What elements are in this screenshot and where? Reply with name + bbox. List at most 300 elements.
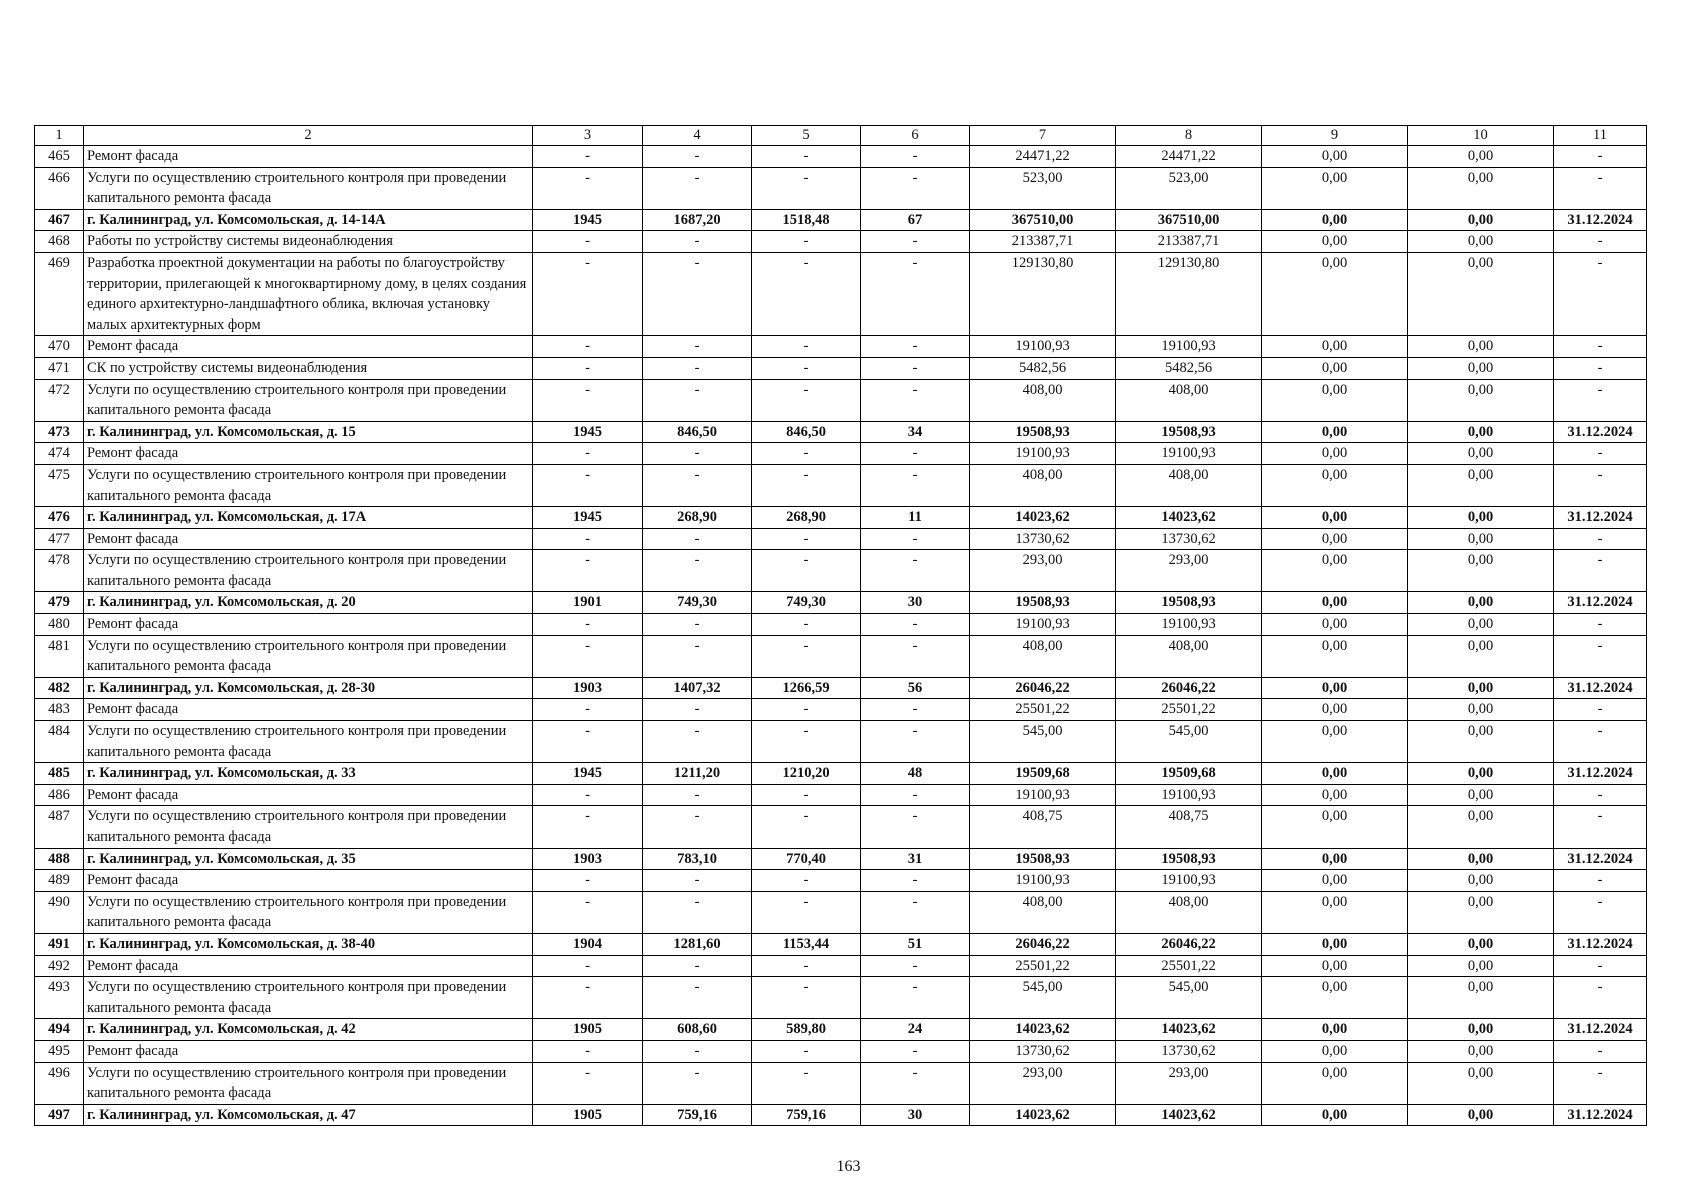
- table-cell-col-4: -: [643, 379, 752, 421]
- table-cell-col-5: -: [752, 1062, 861, 1104]
- column-number-11: 11: [1554, 126, 1647, 146]
- table-cell-col-7: 408,00: [970, 464, 1116, 506]
- table-cell-col-5: -: [752, 146, 861, 168]
- table-cell-col-1: 494: [35, 1019, 84, 1041]
- table-cell-col-5: -: [752, 443, 861, 465]
- table-cell-col-11: -: [1554, 464, 1647, 506]
- table-cell-col-4: -: [643, 550, 752, 592]
- table-cell-col-2: Ремонт фасада: [84, 528, 533, 550]
- table-cell-col-11: -: [1554, 721, 1647, 763]
- work-item-row: [35, 167, 1647, 209]
- table-cell-col-3: 1903: [533, 848, 643, 870]
- table-cell-col-11: 31.12.2024: [1554, 933, 1647, 955]
- table-cell-col-8: 13730,62: [1116, 1040, 1262, 1062]
- table-cell-col-7: 19508,93: [970, 592, 1116, 614]
- table-cell-col-4: 1407,32: [643, 677, 752, 699]
- table-cell-col-2: Ремонт фасада: [84, 1040, 533, 1062]
- table-cell-col-10: 0,00: [1408, 252, 1554, 335]
- table-cell-col-5: -: [752, 231, 861, 253]
- table-cell-col-4: -: [643, 252, 752, 335]
- table-cell-col-8: 408,75: [1116, 806, 1262, 848]
- table-cell-col-8: 293,00: [1116, 550, 1262, 592]
- table-cell-col-4: -: [643, 699, 752, 721]
- table-cell-col-5: -: [752, 721, 861, 763]
- table-cell-col-11: -: [1554, 635, 1647, 677]
- table-cell-col-3: -: [533, 721, 643, 763]
- work-item-row: [35, 1062, 1647, 1104]
- table-cell-col-7: 367510,00: [970, 209, 1116, 231]
- table-cell-col-1: 476: [35, 507, 84, 529]
- table-cell-col-5: -: [752, 528, 861, 550]
- table-cell-col-1: 495: [35, 1040, 84, 1062]
- table-cell-col-6: 31: [861, 848, 970, 870]
- table-cell-col-6: -: [861, 550, 970, 592]
- table-cell-col-2: г. Калининград, ул. Комсомольская, д. 42: [84, 1019, 533, 1041]
- address-row: [35, 763, 1647, 785]
- table-cell-col-3: 1903: [533, 677, 643, 699]
- table-cell-col-2: Ремонт фасада: [84, 614, 533, 636]
- table-cell-col-1: 484: [35, 721, 84, 763]
- table-cell-col-10: 0,00: [1408, 443, 1554, 465]
- table-cell-col-3: -: [533, 252, 643, 335]
- table-cell-col-8: 19508,93: [1116, 421, 1262, 443]
- table-cell-col-8: 408,00: [1116, 379, 1262, 421]
- table-cell-col-1: 467: [35, 209, 84, 231]
- table-cell-col-11: -: [1554, 336, 1647, 358]
- table-cell-col-4: -: [643, 1040, 752, 1062]
- table-cell-col-11: -: [1554, 443, 1647, 465]
- table-cell-col-8: 25501,22: [1116, 955, 1262, 977]
- table-cell-col-5: -: [752, 784, 861, 806]
- table-cell-col-4: -: [643, 955, 752, 977]
- table-cell-col-3: -: [533, 550, 643, 592]
- table-cell-col-9: 0,00: [1262, 528, 1408, 550]
- table-cell-col-8: 19508,93: [1116, 592, 1262, 614]
- table-cell-col-6: -: [861, 891, 970, 933]
- table-cell-col-8: 19100,93: [1116, 784, 1262, 806]
- table-cell-col-3: 1904: [533, 933, 643, 955]
- work-item-row: [35, 336, 1647, 358]
- table-cell-col-10: 0,00: [1408, 379, 1554, 421]
- table-cell-col-9: 0,00: [1262, 1019, 1408, 1041]
- table-cell-col-4: -: [643, 784, 752, 806]
- table-cell-col-10: 0,00: [1408, 421, 1554, 443]
- table-cell-col-8: 523,00: [1116, 167, 1262, 209]
- table-cell-col-2: Ремонт фасада: [84, 784, 533, 806]
- table-cell-col-6: -: [861, 231, 970, 253]
- table-cell-col-11: 31.12.2024: [1554, 507, 1647, 529]
- work-item-row: [35, 464, 1647, 506]
- table-cell-col-4: 749,30: [643, 592, 752, 614]
- column-number-6: 6: [861, 126, 970, 146]
- table-cell-col-6: 51: [861, 933, 970, 955]
- table-cell-col-6: 30: [861, 592, 970, 614]
- table-cell-col-11: -: [1554, 550, 1647, 592]
- table-cell-col-11: -: [1554, 1062, 1647, 1104]
- table-cell-col-7: 19100,93: [970, 336, 1116, 358]
- table-cell-col-1: 474: [35, 443, 84, 465]
- table-cell-col-10: 0,00: [1408, 336, 1554, 358]
- work-item-row: [35, 443, 1647, 465]
- table-cell-col-11: -: [1554, 614, 1647, 636]
- table-cell-col-3: -: [533, 231, 643, 253]
- table-cell-col-7: 14023,62: [970, 1104, 1116, 1126]
- work-item-row: [35, 550, 1647, 592]
- table-cell-col-4: -: [643, 1062, 752, 1104]
- table-cell-col-8: 213387,71: [1116, 231, 1262, 253]
- table-cell-col-9: 0,00: [1262, 146, 1408, 168]
- table-cell-col-11: 31.12.2024: [1554, 848, 1647, 870]
- table-cell-col-5: -: [752, 955, 861, 977]
- table-cell-col-4: -: [643, 721, 752, 763]
- table-cell-col-10: 0,00: [1408, 784, 1554, 806]
- table-cell-col-1: 482: [35, 677, 84, 699]
- table-cell-col-3: -: [533, 379, 643, 421]
- table-cell-col-7: 19100,93: [970, 784, 1116, 806]
- table-cell-col-10: 0,00: [1408, 146, 1554, 168]
- table-cell-col-5: -: [752, 870, 861, 892]
- table-cell-col-5: 1153,44: [752, 933, 861, 955]
- table-cell-col-1: 479: [35, 592, 84, 614]
- table-cell-col-3: -: [533, 870, 643, 892]
- work-item-row: [35, 699, 1647, 721]
- table-cell-col-6: -: [861, 167, 970, 209]
- table-cell-col-2: Услуги по осуществлению строительного контроля при проведении капитального ремонта фасада: [84, 1062, 533, 1104]
- table-cell-col-1: 472: [35, 379, 84, 421]
- table-cell-col-4: 268,90: [643, 507, 752, 529]
- table-cell-col-3: 1945: [533, 421, 643, 443]
- table-cell-col-7: 408,75: [970, 806, 1116, 848]
- table-cell-col-7: 523,00: [970, 167, 1116, 209]
- address-row: [35, 592, 1647, 614]
- table-cell-col-8: 14023,62: [1116, 1019, 1262, 1041]
- table-cell-col-2: Услуги по осуществлению строительного контроля при проведении капитального ремонта фасада: [84, 635, 533, 677]
- table-cell-col-8: 408,00: [1116, 635, 1262, 677]
- table-cell-col-2: Услуги по осуществлению строительного контроля при проведении капитального ремонта фасада: [84, 464, 533, 506]
- table-cell-col-10: 0,00: [1408, 209, 1554, 231]
- table-cell-col-8: 367510,00: [1116, 209, 1262, 231]
- table-cell-col-2: г. Калининград, ул. Комсомольская, д. 28-30: [84, 677, 533, 699]
- table-cell-col-11: 31.12.2024: [1554, 209, 1647, 231]
- table-cell-col-11: -: [1554, 167, 1647, 209]
- table-cell-col-5: -: [752, 464, 861, 506]
- table-cell-col-10: 0,00: [1408, 848, 1554, 870]
- work-item-row: [35, 891, 1647, 933]
- table-cell-col-4: -: [643, 146, 752, 168]
- table-cell-col-5: 759,16: [752, 1104, 861, 1126]
- table-cell-col-10: 0,00: [1408, 357, 1554, 379]
- table-cell-col-5: -: [752, 357, 861, 379]
- table-cell-col-8: 5482,56: [1116, 357, 1262, 379]
- table-cell-col-1: 465: [35, 146, 84, 168]
- table-cell-col-9: 0,00: [1262, 891, 1408, 933]
- work-item-row: [35, 784, 1647, 806]
- table-cell-col-11: 31.12.2024: [1554, 1104, 1647, 1126]
- table-cell-col-7: 545,00: [970, 977, 1116, 1019]
- column-number-8: 8: [1116, 126, 1262, 146]
- table-cell-col-5: 1518,48: [752, 209, 861, 231]
- table-cell-col-2: Услуги по осуществлению строительного контроля при проведении капитального ремонта фасада: [84, 550, 533, 592]
- table-cell-col-2: г. Калининград, ул. Комсомольская, д. 14-14А: [84, 209, 533, 231]
- table-cell-col-5: 770,40: [752, 848, 861, 870]
- table-cell-col-10: 0,00: [1408, 891, 1554, 933]
- table-cell-col-6: -: [861, 699, 970, 721]
- table-cell-col-10: 0,00: [1408, 464, 1554, 506]
- table-cell-col-3: -: [533, 167, 643, 209]
- table-cell-col-1: 473: [35, 421, 84, 443]
- table-cell-col-1: 491: [35, 933, 84, 955]
- table-cell-col-2: г. Калининград, ул. Комсомольская, д. 38-40: [84, 933, 533, 955]
- table-cell-col-11: -: [1554, 806, 1647, 848]
- table-cell-col-9: 0,00: [1262, 231, 1408, 253]
- table-cell-col-10: 0,00: [1408, 167, 1554, 209]
- table-cell-col-3: 1945: [533, 763, 643, 785]
- table-cell-col-6: -: [861, 443, 970, 465]
- work-item-row: [35, 528, 1647, 550]
- table-cell-col-3: 1905: [533, 1019, 643, 1041]
- work-item-row: [35, 614, 1647, 636]
- table-cell-col-6: -: [861, 806, 970, 848]
- address-row: [35, 421, 1647, 443]
- table-cell-col-4: -: [643, 167, 752, 209]
- table-cell-col-1: 471: [35, 357, 84, 379]
- table-cell-col-1: 489: [35, 870, 84, 892]
- table-cell-col-4: -: [643, 443, 752, 465]
- table-cell-col-5: 1210,20: [752, 763, 861, 785]
- table-cell-col-7: 24471,22: [970, 146, 1116, 168]
- table-cell-col-2: Услуги по осуществлению строительного контроля при проведении капитального ремонта фасада: [84, 721, 533, 763]
- column-number-1: 1: [35, 126, 84, 146]
- table-cell-col-10: 0,00: [1408, 507, 1554, 529]
- table-cell-col-10: 0,00: [1408, 635, 1554, 677]
- table-cell-col-11: -: [1554, 955, 1647, 977]
- table-cell-col-2: Ремонт фасада: [84, 955, 533, 977]
- table-cell-col-1: 488: [35, 848, 84, 870]
- table-cell-col-11: 31.12.2024: [1554, 1019, 1647, 1041]
- table-cell-col-8: 408,00: [1116, 891, 1262, 933]
- table-cell-col-6: -: [861, 528, 970, 550]
- table-cell-col-9: 0,00: [1262, 252, 1408, 335]
- table-cell-col-3: -: [533, 635, 643, 677]
- table-cell-col-7: 13730,62: [970, 1040, 1116, 1062]
- table-cell-col-4: -: [643, 635, 752, 677]
- table-cell-col-9: 0,00: [1262, 336, 1408, 358]
- table-cell-col-7: 14023,62: [970, 507, 1116, 529]
- table-cell-col-4: 1281,60: [643, 933, 752, 955]
- table-cell-col-8: 545,00: [1116, 977, 1262, 1019]
- table-cell-col-5: 1266,59: [752, 677, 861, 699]
- table-cell-col-11: -: [1554, 870, 1647, 892]
- table-cell-col-6: -: [861, 336, 970, 358]
- table-cell-col-7: 19100,93: [970, 443, 1116, 465]
- table-cell-col-8: 545,00: [1116, 721, 1262, 763]
- address-row: [35, 1104, 1647, 1126]
- table-cell-col-10: 0,00: [1408, 977, 1554, 1019]
- table-cell-col-5: -: [752, 336, 861, 358]
- table-cell-col-8: 25501,22: [1116, 699, 1262, 721]
- table-cell-col-2: Ремонт фасада: [84, 870, 533, 892]
- table-cell-col-6: 67: [861, 209, 970, 231]
- table-cell-col-6: 34: [861, 421, 970, 443]
- table-cell-col-11: -: [1554, 379, 1647, 421]
- table-cell-col-4: -: [643, 528, 752, 550]
- table-cell-col-7: 19509,68: [970, 763, 1116, 785]
- work-item-row: [35, 1040, 1647, 1062]
- table-cell-col-9: 0,00: [1262, 464, 1408, 506]
- table-cell-col-5: -: [752, 977, 861, 1019]
- page-number: 163: [836, 1158, 861, 1175]
- table-cell-col-7: 26046,22: [970, 933, 1116, 955]
- table-cell-col-3: -: [533, 784, 643, 806]
- table-cell-col-5: -: [752, 1040, 861, 1062]
- table-cell-col-7: 293,00: [970, 1062, 1116, 1104]
- table-cell-col-5: -: [752, 699, 861, 721]
- table-cell-col-9: 0,00: [1262, 635, 1408, 677]
- table-cell-col-2: Услуги по осуществлению строительного контроля при проведении капитального ремонта фасада: [84, 379, 533, 421]
- table-cell-col-1: 478: [35, 550, 84, 592]
- work-item-row: [35, 955, 1647, 977]
- table-cell-col-6: -: [861, 146, 970, 168]
- table-cell-col-9: 0,00: [1262, 614, 1408, 636]
- table-cell-col-2: Услуги по осуществлению строительного контроля при проведении капитального ремонта фасада: [84, 977, 533, 1019]
- table-cell-col-8: 26046,22: [1116, 933, 1262, 955]
- address-row: [35, 507, 1647, 529]
- table-cell-col-10: 0,00: [1408, 721, 1554, 763]
- table-cell-col-3: -: [533, 806, 643, 848]
- table-cell-col-1: 490: [35, 891, 84, 933]
- table-cell-col-6: -: [861, 721, 970, 763]
- table-cell-col-3: -: [533, 1062, 643, 1104]
- table-cell-col-2: Ремонт фасада: [84, 336, 533, 358]
- table-cell-col-5: 589,80: [752, 1019, 861, 1041]
- table-cell-col-11: -: [1554, 699, 1647, 721]
- table-cell-col-6: 11: [861, 507, 970, 529]
- table-cell-col-3: -: [533, 443, 643, 465]
- table-cell-col-2: Ремонт фасада: [84, 699, 533, 721]
- table-cell-col-7: 25501,22: [970, 699, 1116, 721]
- table-cell-col-5: -: [752, 167, 861, 209]
- table-cell-col-6: 56: [861, 677, 970, 699]
- table-cell-col-5: 749,30: [752, 592, 861, 614]
- table-cell-col-1: 481: [35, 635, 84, 677]
- table-cell-col-6: -: [861, 252, 970, 335]
- table-cell-col-3: -: [533, 336, 643, 358]
- table-cell-col-11: 31.12.2024: [1554, 592, 1647, 614]
- table-cell-col-10: 0,00: [1408, 592, 1554, 614]
- table-cell-col-4: -: [643, 357, 752, 379]
- table-cell-col-7: 13730,62: [970, 528, 1116, 550]
- table-cell-col-6: -: [861, 1040, 970, 1062]
- table-cell-col-2: Услуги по осуществлению строительного контроля при проведении капитального ремонта фасада: [84, 167, 533, 209]
- table-cell-col-7: 545,00: [970, 721, 1116, 763]
- table-cell-col-8: 19100,93: [1116, 870, 1262, 892]
- table-cell-col-11: -: [1554, 977, 1647, 1019]
- table-cell-col-2: Разработка проектной документации на работы по благоустройству территории, прилегающей к многоквартирному дому, в целях создания единого архитектурно-ландшафтного облика, включая установку малых архитектурных форм: [84, 252, 533, 335]
- table-cell-col-4: -: [643, 464, 752, 506]
- table-cell-col-7: 26046,22: [970, 677, 1116, 699]
- table-cell-col-9: 0,00: [1262, 721, 1408, 763]
- column-number-10: 10: [1408, 126, 1554, 146]
- table-cell-col-5: -: [752, 891, 861, 933]
- table-cell-col-6: 24: [861, 1019, 970, 1041]
- address-row: [35, 209, 1647, 231]
- table-cell-col-3: -: [533, 977, 643, 1019]
- table-cell-col-6: -: [861, 955, 970, 977]
- table-cell-col-10: 0,00: [1408, 763, 1554, 785]
- table-cell-col-10: 0,00: [1408, 614, 1554, 636]
- work-item-row: [35, 146, 1647, 168]
- table-cell-col-11: -: [1554, 231, 1647, 253]
- table-cell-col-10: 0,00: [1408, 677, 1554, 699]
- table-cell-col-9: 0,00: [1262, 784, 1408, 806]
- table-cell-col-3: 1945: [533, 209, 643, 231]
- column-number-row: [35, 126, 1647, 146]
- table-cell-col-10: 0,00: [1408, 1062, 1554, 1104]
- table-cell-col-7: 19100,93: [970, 870, 1116, 892]
- table-cell-col-4: -: [643, 614, 752, 636]
- table-cell-col-9: 0,00: [1262, 1062, 1408, 1104]
- table-cell-col-6: -: [861, 977, 970, 1019]
- table-cell-col-4: -: [643, 806, 752, 848]
- table-cell-col-10: 0,00: [1408, 933, 1554, 955]
- table-cell-col-4: -: [643, 870, 752, 892]
- table-cell-col-6: -: [861, 635, 970, 677]
- table-cell-col-7: 293,00: [970, 550, 1116, 592]
- table-cell-col-2: Ремонт фасада: [84, 443, 533, 465]
- table-cell-col-7: 129130,80: [970, 252, 1116, 335]
- table-cell-col-10: 0,00: [1408, 231, 1554, 253]
- column-number-7: 7: [970, 126, 1116, 146]
- table-cell-col-5: -: [752, 614, 861, 636]
- table-cell-col-2: г. Калининград, ул. Комсомольская, д. 15: [84, 421, 533, 443]
- table-cell-col-2: Услуги по осуществлению строительного контроля при проведении капитального ремонта фасада: [84, 806, 533, 848]
- table-cell-col-3: -: [533, 528, 643, 550]
- table-cell-col-2: г. Калининград, ул. Комсомольская, д. 47: [84, 1104, 533, 1126]
- table-cell-col-3: -: [533, 146, 643, 168]
- table-cell-col-6: -: [861, 464, 970, 506]
- table-cell-col-7: 19100,93: [970, 614, 1116, 636]
- table-cell-col-5: -: [752, 379, 861, 421]
- table-cell-col-11: -: [1554, 784, 1647, 806]
- address-row: [35, 848, 1647, 870]
- table-cell-col-7: 408,00: [970, 379, 1116, 421]
- table-cell-col-6: 30: [861, 1104, 970, 1126]
- table-cell-col-2: г. Калининград, ул. Комсомольская, д. 17А: [84, 507, 533, 529]
- work-item-row: [35, 231, 1647, 253]
- table-cell-col-9: 0,00: [1262, 421, 1408, 443]
- table-cell-col-2: СК по устройству системы видеонаблюдения: [84, 357, 533, 379]
- table-cell-col-9: 0,00: [1262, 933, 1408, 955]
- table-cell-col-8: 14023,62: [1116, 1104, 1262, 1126]
- table-cell-col-5: -: [752, 252, 861, 335]
- table-cell-col-9: 0,00: [1262, 955, 1408, 977]
- table-cell-col-1: 492: [35, 955, 84, 977]
- table-cell-col-4: 846,50: [643, 421, 752, 443]
- table-cell-col-7: 408,00: [970, 635, 1116, 677]
- table-cell-col-10: 0,00: [1408, 806, 1554, 848]
- table-cell-col-1: 493: [35, 977, 84, 1019]
- table-cell-col-10: 0,00: [1408, 699, 1554, 721]
- table-cell-col-9: 0,00: [1262, 167, 1408, 209]
- table-cell-col-3: -: [533, 699, 643, 721]
- table-cell-col-9: 0,00: [1262, 592, 1408, 614]
- table-cell-col-4: -: [643, 891, 752, 933]
- table-cell-col-7: 25501,22: [970, 955, 1116, 977]
- table-cell-col-5: -: [752, 635, 861, 677]
- table-cell-col-11: -: [1554, 528, 1647, 550]
- column-number-9: 9: [1262, 126, 1408, 146]
- table-cell-col-4: -: [643, 336, 752, 358]
